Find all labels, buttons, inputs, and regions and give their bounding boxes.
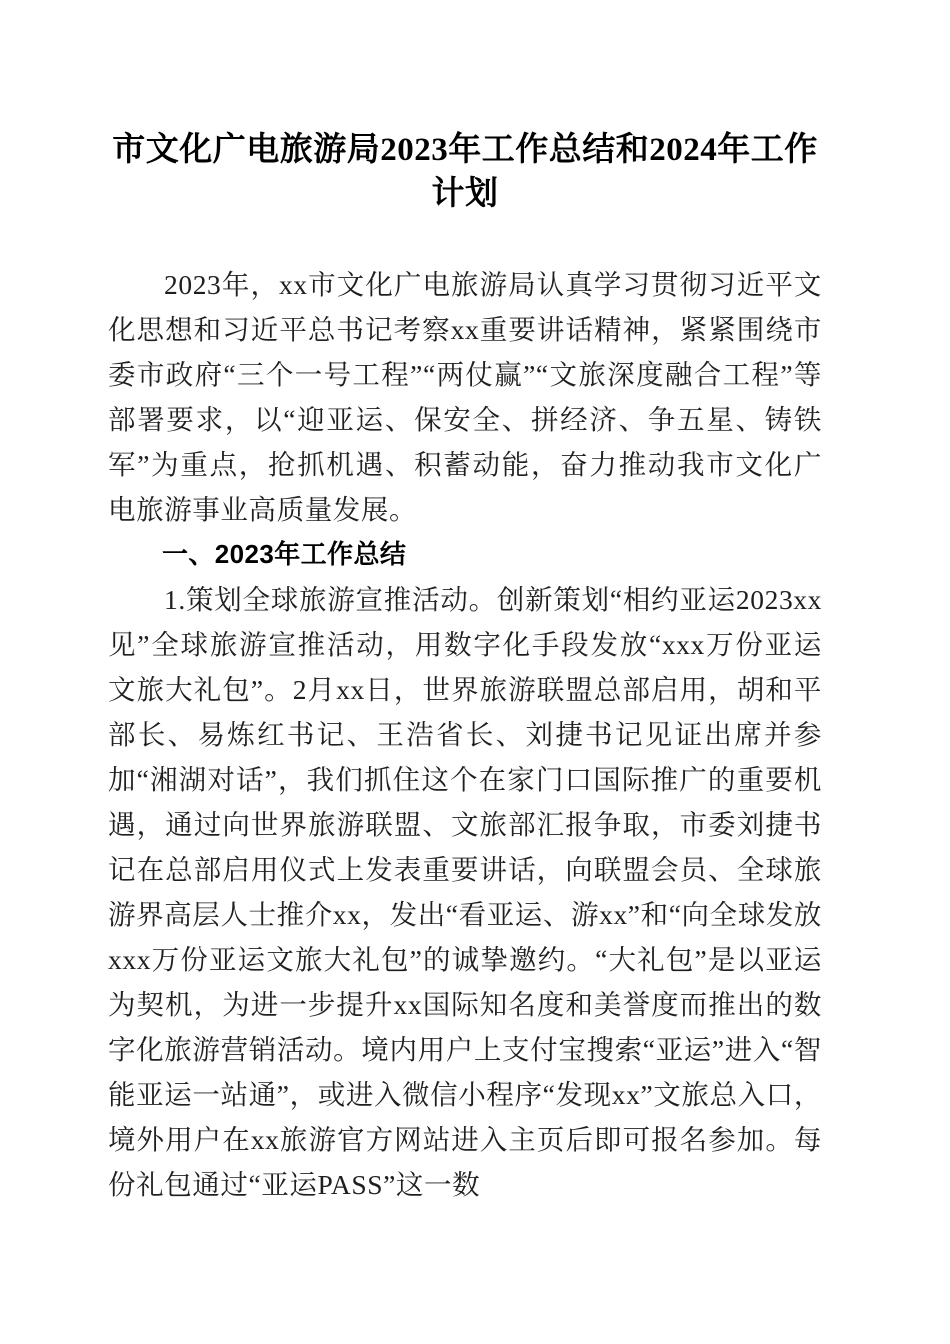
page-title: 市文化广电旅游局2023年工作总结和2024年工作计划	[112, 132, 818, 212]
title-spacer	[108, 216, 822, 262]
section-heading-1: 一、2023年工作总结	[162, 539, 407, 569]
intro-paragraph: 2023年，xx市文化广电旅游局认真学习贯彻习近平文化思想和习近平总书记考察xx重要讲话精神，紧紧围绕市委市政府“三个一号工程”“两仗赢”“文旅深度融合工程”等部署要求，以“迎亚运、保安全、拼经济、争五星、铸铁军”为重点，抢抓机遇、积蓄动能，奋力推动我市文化广电旅游事业高质量发展。	[108, 269, 822, 525]
section-1-paragraph-1: 1.策划全球旅游宣推活动。创新策划“相约亚运2023xx见”全球旅游宣推活动，用数字化手段发放“xxx万份亚运文旅大礼包”。2月xx日，世界旅游联盟总部启用，胡和平部长、易炼红书记、王浩省长、刘捷书记见证出席并参加“湘湖对话”，我们抓住这个在家门口国际推广的重要机遇，通过向世界旅游联盟、文旅部汇报争取，市委刘捷书记在总部启用仪式上发表重要讲话，向联盟会员、全球旅游界高层人士推介xx，发出“看亚运、游xx”和“向全球发放xxx万份亚运文旅大礼包”的诚挚邀约。“大礼包”是以亚运为契机，为进一步提升xx国际知名度和美誉度而推出的数字化旅游营销活动。境内用户上支付宝搜索“亚运”进入“智能亚运一站通”，或进入微信小程序“发现xx”文旅总入口，境外用户在xx旅游官方网站进入主页后即可报名参加。每份礼包通过“亚运PASS”这一数	[108, 584, 822, 1200]
document-body	[108, 0, 822, 1207]
